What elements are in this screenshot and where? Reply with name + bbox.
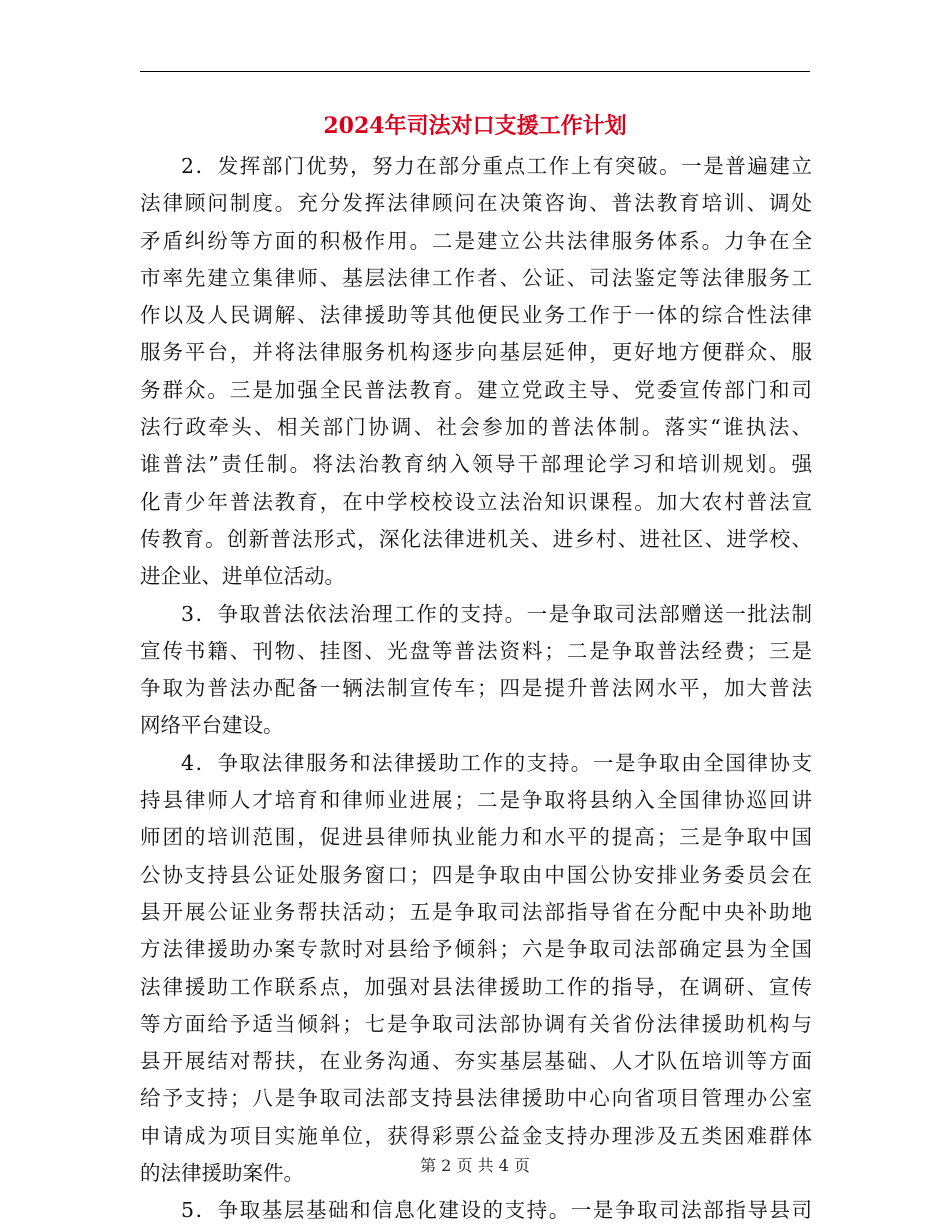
- paragraph-4-line: 持县律师人才培育和律师业进展；二是争取将县纳入全国律协巡回讲: [140, 788, 812, 813]
- paragraph-2-line: 2．发挥部门优势，努力在部分重点工作上有突破。一是普遍建立: [181, 154, 812, 178]
- paragraph-2-line: 进企业、进单位活动。: [140, 564, 345, 589]
- paragraph-2-line: 务群众。三是加强全民普法教育。建立党政主导、党委宣传部门和司: [140, 377, 812, 402]
- paragraph-3-line: 3．争取普法依法治理工作的支持。一是争取司法部赠送一批法制: [181, 601, 812, 626]
- paragraph-2-line: 作以及人民调解、法律援助等其他便民业务工作于一体的综合性法律: [140, 303, 812, 328]
- paragraph-2-line: 谁普法”责任制。将法治教育纳入领导干部理论学习和培训规划。强: [140, 452, 812, 477]
- header-rule: [140, 71, 810, 72]
- paragraph-4-line: 公协支持县公证处服务窗口；四是争取由中国公协安排业务委员会在: [140, 862, 812, 887]
- paragraph-4-line: 法律援助工作联系点，加强对县法律援助工作的指导，在调研、宣传: [140, 974, 812, 999]
- paragraph-4-line: 4．争取法律服务和法律援助工作的支持。一是争取由全国律协支: [181, 750, 812, 775]
- paragraph-3-line: 宣传书籍、刊物、挂图、光盘等普法资料；二是争取普法经费；三是: [140, 638, 812, 663]
- paragraph-4-line: 的法律援助案件。: [140, 1161, 304, 1186]
- paragraph-3-line: 网络平台建设。: [140, 713, 284, 738]
- paragraph-2-line: 化青少年普法教育，在中学校校设立法治知识课程。加大农村普法宣: [140, 489, 812, 514]
- paragraph-4-line: 申请成为项目实施单位，获得彩票公益金支持办理涉及五类困难群体: [140, 1123, 812, 1148]
- paragraph-4-line: 给予支持；八是争取司法部支持县法律援助中心向省项目管理办公室: [140, 1086, 812, 1111]
- paragraph-4-line: 县开展公证业务帮扶活动；五是争取司法部指导省在分配中央补助地: [140, 899, 812, 924]
- paragraph-4-line: 师团的培训范围，促进县律师执业能力和水平的提高；三是争取中国: [140, 825, 812, 850]
- paragraph-5-line: 5．争取基层基础和信息化建设的支持。一是争取司法部指导县司: [181, 1198, 812, 1223]
- page-number-footer: 第 2 页 共 4 页: [420, 1156, 530, 1175]
- paragraph-4-line: 县开展结对帮扶，在业务沟通、夯实基层基础、人才队伍培训等方面: [140, 1049, 812, 1074]
- paragraph-4-line: 等方面给予适当倾斜；七是争取司法部协调有关省份法律援助机构与: [140, 1011, 812, 1036]
- document-title: 2024年司法对口支援工作计划: [323, 113, 627, 139]
- paragraph-3-line: 争取为普法办配备一辆法制宣传车；四是提升普法网水平，加大普法: [140, 676, 812, 701]
- paragraph-2-line: 矛盾纠纷等方面的积极作用。二是建立公共法律服务体系。力争在全: [140, 228, 812, 253]
- paragraph-2-line: 传教育。创新普法形式，深化法律进机关、进乡村、进社区、进学校、: [140, 526, 812, 551]
- paragraph-4-line: 方法律援助办案专款时对县给予倾斜；六是争取司法部确定县为全国: [140, 937, 812, 962]
- paragraph-2-line: 法律顾问制度。充分发挥法律顾问在决策咨询、普法教育培训、调处: [140, 191, 812, 216]
- paragraph-2-line: 法行政牵头、相关部门协调、社会参加的普法体制。落实“谁执法、: [140, 415, 812, 440]
- paragraph-2-line: 服务平台，并将法律服务机构逐步向基层延伸，更好地方便群众、服: [140, 340, 812, 365]
- document-body: [140, 148, 812, 1230]
- paragraph-2-line: 市率先建立集律师、基层法律工作者、公证、司法鉴定等法律服务工: [140, 265, 812, 290]
